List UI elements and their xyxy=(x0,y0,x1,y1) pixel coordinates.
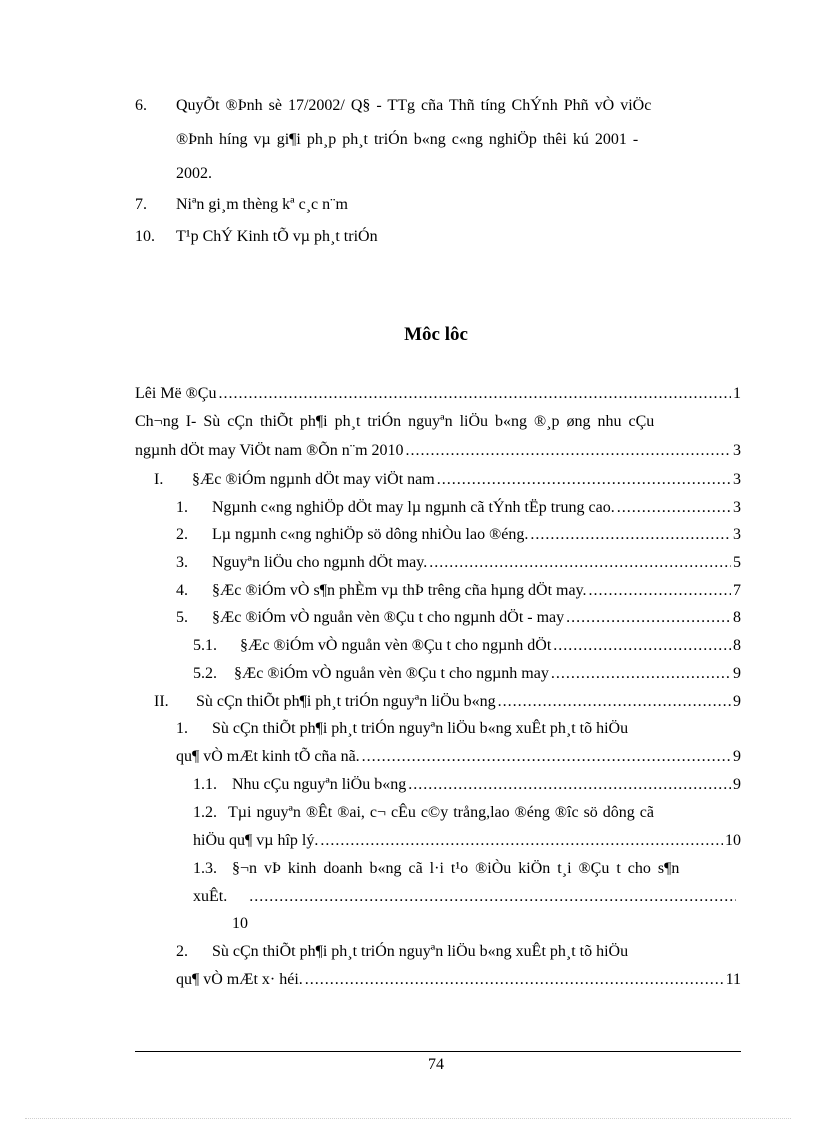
toc-entry-label[interactable]: Ch¬ng I- Sù cÇn thiÕt ph¶i ph¸t triÓn nguyªn liÖu b«ng ®¸p øng nhu cÇu xyxy=(135,413,655,430)
toc-entry-label: Nhu cÇu nguyªn liÖu b«ng xyxy=(232,776,407,793)
toc-leader-dots xyxy=(589,582,731,600)
toc-title: Môc lôc xyxy=(404,324,468,345)
reference-text: ®Þnh híng vµ gi¶i ph¸p ph¸t triÓn b«ng c«ng nghiÖp thêi kú 2001 - xyxy=(176,131,639,148)
toc-entry[interactable] xyxy=(240,637,741,655)
toc-page-number: 11 xyxy=(725,971,741,988)
toc-page-number: 9 xyxy=(733,693,741,710)
toc-page-number: 3 xyxy=(733,526,741,543)
toc-entry[interactable] xyxy=(212,526,741,544)
toc-entry-number: 1. xyxy=(176,499,188,516)
toc-entry-label: §Æc ®iÓm ngµnh dÖt may viÖt nam xyxy=(192,471,435,488)
toc-entry[interactable] xyxy=(212,554,741,572)
toc-entry-label-cont: xuÊt. xyxy=(193,888,228,905)
reference-text: 2002. xyxy=(176,165,212,182)
toc-entry[interactable] xyxy=(212,499,741,517)
toc-entry[interactable] xyxy=(232,776,741,794)
toc-entry-label-cont: hiÖu qu¶ vµ hîp lý. xyxy=(193,832,319,849)
toc-entry[interactable] xyxy=(135,385,741,403)
toc-entry-number: 1.3. xyxy=(193,860,217,877)
reference-number: 10. xyxy=(135,228,155,245)
toc-entry-label: Sù cÇn thiÕt ph¶i ph¸t triÓn nguyªn liÖu b«ng xyxy=(196,693,496,710)
toc-leader-dots xyxy=(249,888,736,906)
toc-leader-dots xyxy=(429,554,731,572)
toc-leader-dots xyxy=(408,776,731,794)
toc-entry-label-cont: ngµnh dÖt may ViÖt nam ®Õn n¨m 2010 xyxy=(135,442,404,459)
toc-leader-dots xyxy=(530,526,731,544)
toc-page-number: 5 xyxy=(733,554,741,571)
toc-entry-label: Ngµnh c«ng nghiÖp dÖt may lµ ngµnh cã tÝnh tËp trung cao. xyxy=(212,499,615,516)
toc-leader-dots xyxy=(305,971,724,989)
toc-entry-number: 3. xyxy=(176,554,188,571)
toc-entry-number: 1.2. xyxy=(193,804,217,821)
toc-leader-dots xyxy=(498,693,731,711)
toc-entry-number: 1.1. xyxy=(193,776,217,793)
toc-leader-dots xyxy=(320,832,723,850)
toc-entry-number: 1. xyxy=(176,720,188,737)
toc-entry[interactable] xyxy=(234,665,741,683)
toc-page-number: 8 xyxy=(733,609,741,626)
toc-entry-label[interactable]: Sù cÇn thiÕt ph¶i ph¸t triÓn nguyªn liÖu b«ng xuÊt ph¸t tõ hiÖu xyxy=(212,943,629,960)
toc-entry-number: 2. xyxy=(176,943,188,960)
toc-page-number: 10 xyxy=(725,832,741,849)
toc-page-number: 3 xyxy=(733,499,741,516)
toc-leader-dots xyxy=(566,609,731,627)
toc-entry-label[interactable]: Tµi nguyªn ®Êt ®ai, c¬ cÊu c©y trång,lao ®éng ®îc sö dông cã xyxy=(228,804,654,821)
reference-text: T¹p ChÝ Kinh tÕ vµ ph¸t triÓn xyxy=(176,228,378,245)
toc-page-number: 7 xyxy=(733,582,741,599)
toc-entry-number: II. xyxy=(154,693,169,710)
toc-entry-label: §Æc ®iÓm vÒ s¶n phÈm vµ thÞ trêng cña hµng dÖt may. xyxy=(212,582,587,599)
toc-entry[interactable] xyxy=(196,693,741,711)
toc-entry[interactable] xyxy=(176,971,741,989)
reference-text: QuyÕt ®Þnh sè 17/2002/ Q§ - TTg cña Thñ tíng ChÝnh Phñ vÒ viÖc xyxy=(176,97,652,114)
toc-leader-dots xyxy=(551,665,731,683)
toc-entry[interactable] xyxy=(212,582,741,600)
toc-entry-number: I. xyxy=(154,471,164,488)
toc-entry-label-cont: qu¶ vÒ mÆt x· héi. xyxy=(176,971,303,988)
toc-entry[interactable] xyxy=(135,442,741,460)
reference-number: 6. xyxy=(135,97,147,114)
toc-entry-label: Lµ ngµnh c«ng nghiÖp sö dông nhiÒu lao ®éng. xyxy=(212,526,529,543)
toc-entry[interactable] xyxy=(212,609,741,627)
reference-text: Niªn gi¸m thèng kª c¸c n¨m xyxy=(176,196,348,213)
toc-entry-label: §Æc ®iÓm vÒ nguån vèn ®Çu t cho ngµnh dÖt xyxy=(240,637,552,654)
toc-entry[interactable] xyxy=(192,471,741,489)
page-number: 74 xyxy=(428,1056,444,1073)
toc-entry-number: 5.2. xyxy=(193,665,217,682)
toc-entry-label: §Æc ®iÓm vÒ nguån vèn ®Çu t cho ngµnh dÖt - may xyxy=(212,609,565,626)
toc-page-number: 1 xyxy=(733,385,741,402)
toc-page-number: 8 xyxy=(733,637,741,654)
toc-entry-label-cont: qu¶ vÒ mÆt kinh tÕ cña nã. xyxy=(176,748,360,765)
toc-entry[interactable] xyxy=(193,832,741,850)
toc-leader-dots xyxy=(553,637,731,655)
toc-leader-dots xyxy=(617,499,731,517)
footer-rule xyxy=(135,1051,741,1052)
toc-entry-number: 5.1. xyxy=(193,637,217,654)
toc-page-number: 9 xyxy=(733,665,741,682)
toc-page-number: 3 xyxy=(733,471,741,488)
toc-leader-dots xyxy=(406,442,731,460)
toc-leader-dots xyxy=(362,748,731,766)
toc-page-number: 9 xyxy=(733,748,741,765)
toc-leader-dots xyxy=(437,471,731,489)
toc-entry[interactable] xyxy=(193,888,738,906)
toc-entry-label: §Æc ®iÓm vÒ nguån vèn ®Çu t cho ngµnh may xyxy=(234,665,549,682)
toc-page-number: 3 xyxy=(733,442,741,459)
toc-entry-label[interactable]: Sù cÇn thiÕt ph¶i ph¸t triÓn nguyªn liÖu b«ng xuÊt ph¸t tõ hiÖu xyxy=(212,720,629,737)
toc-page-number: 10 xyxy=(232,915,248,932)
toc-leader-dots xyxy=(218,385,731,403)
page-bottom-border xyxy=(25,1118,791,1119)
reference-number: 7. xyxy=(135,196,147,213)
toc-entry-number: 4. xyxy=(176,582,188,599)
toc-entry-label: Nguyªn liÖu cho ngµnh dÖt may. xyxy=(212,554,428,571)
toc-entry-number: 2. xyxy=(176,526,188,543)
toc-entry-label[interactable]: §¬n vÞ kinh doanh b«ng cã l·i t¹o ®iÒu kiÖn t¸i ®Çu t cho s¶n xyxy=(232,860,680,877)
toc-entry-label: Lêi Më ®Çu xyxy=(135,385,217,402)
toc-entry-number: 5. xyxy=(176,609,188,626)
toc-page-number: 9 xyxy=(733,776,741,793)
toc-entry[interactable] xyxy=(176,748,741,766)
